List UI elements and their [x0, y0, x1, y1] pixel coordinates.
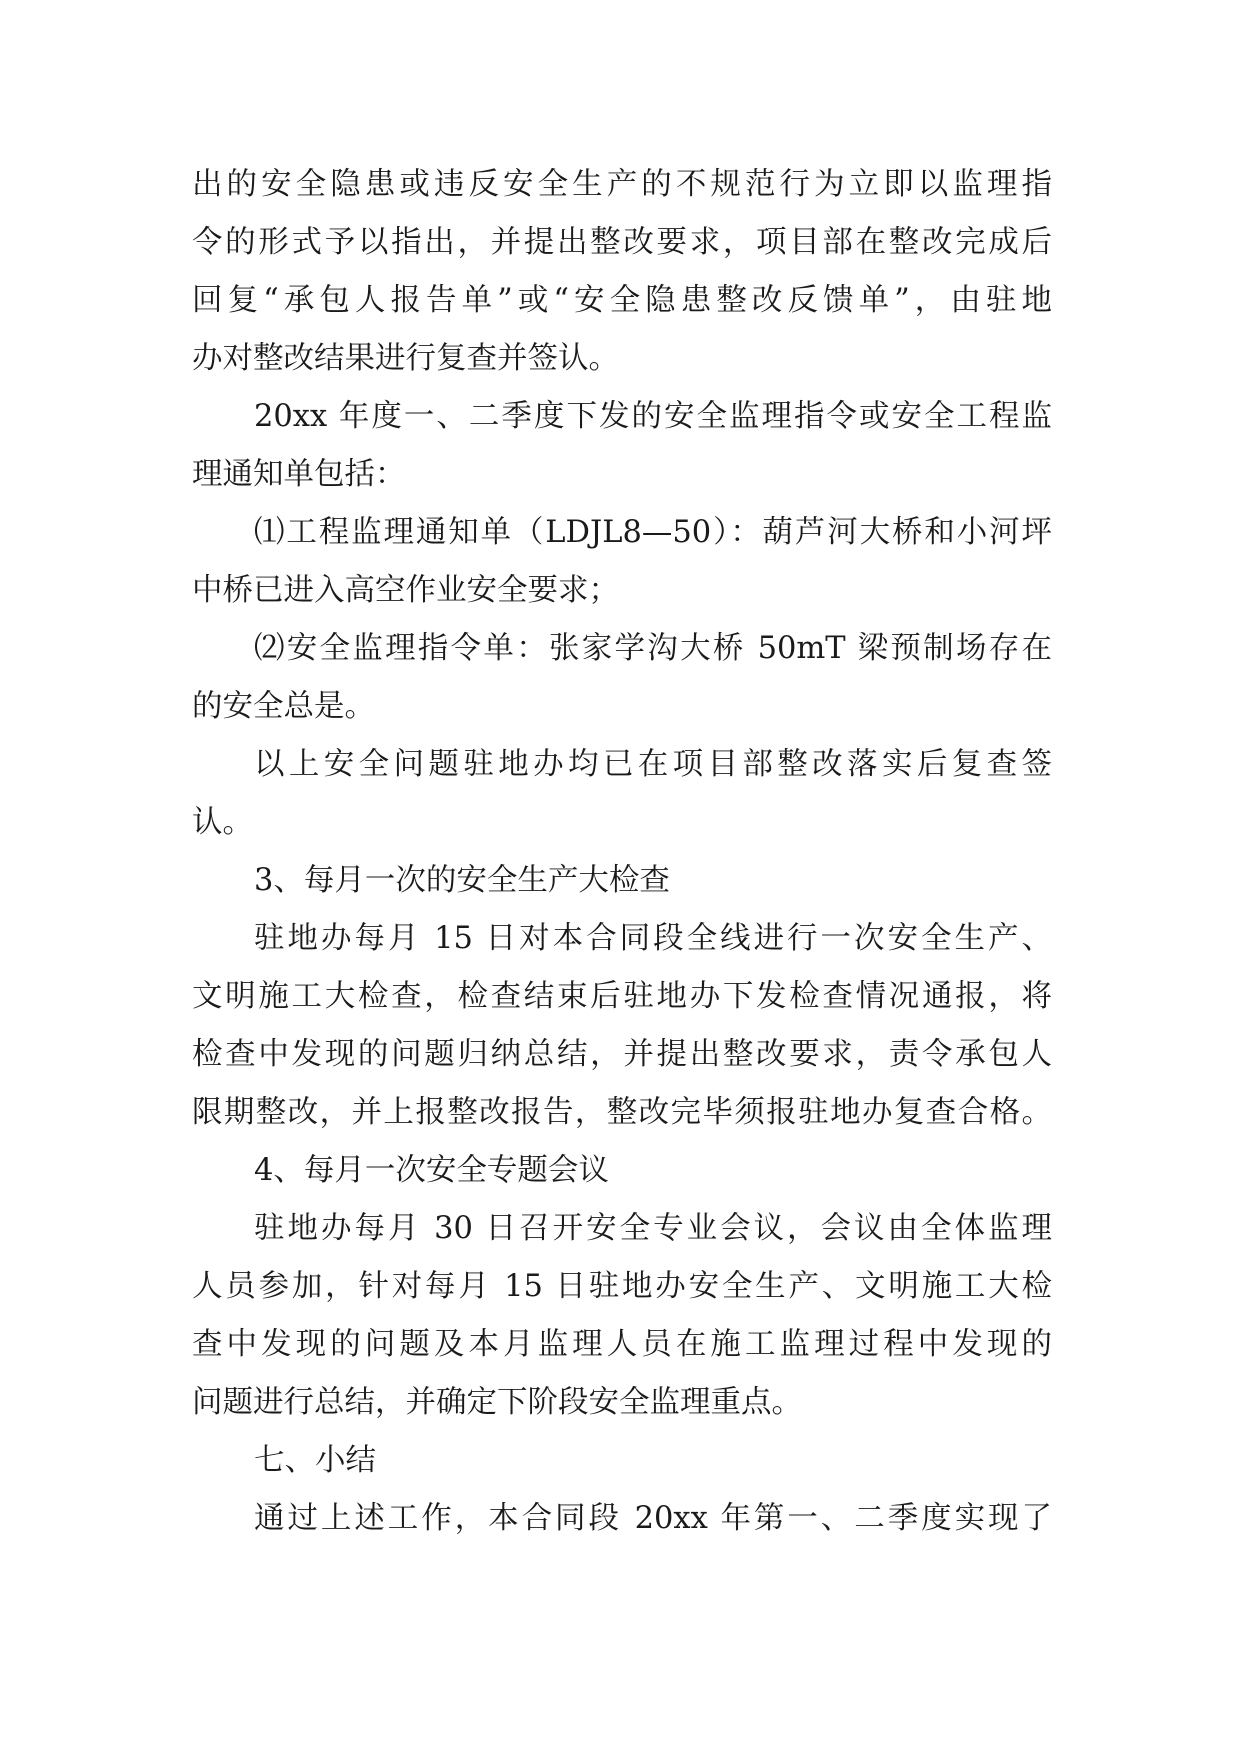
section-heading: 4、每月一次安全专题会议 — [254, 1153, 609, 1188]
text-line: 人员参加，针对每月 15 日驻地办安全生产、文明施工大检 — [192, 1269, 1052, 1304]
text-line: 问题进行总结，并确定下阶段安全监理重点。 — [192, 1385, 802, 1420]
text-line: 回复“承包人报告单”或“安全隐患整改反馈单”，由驻地 — [192, 283, 1052, 318]
text-line: 限期整改，并上报整改报告，整改完毕须报驻地办复查合格。 — [192, 1095, 1052, 1130]
text-line: 文明施工大检查，检查结束后驻地办下发检查情况通报，将 — [192, 979, 1052, 1014]
section-heading: 七、小结 — [254, 1443, 376, 1478]
text-line: 令的形式予以指出，并提出整改要求，项目部在整改完成后 — [192, 225, 1052, 260]
text-line: 理通知单包括： — [192, 457, 406, 492]
text-line: 出的安全隐患或违反安全生产的不规范行为立即以监理指 — [192, 167, 1052, 202]
text-line: 认。 — [192, 805, 253, 840]
paragraph-first-line: 20xx 年度一、二季度下发的安全监理指令或安全工程监 — [254, 399, 1052, 434]
paragraph-first-line: 驻地办每月 15 日对本合同段全线进行一次安全生产、 — [254, 921, 1052, 956]
text-line: 查中发现的问题及本月监理人员在施工监理过程中发现的 — [192, 1327, 1052, 1362]
section-heading: 3、每月一次的安全生产大检查 — [254, 863, 670, 898]
paragraph-first-line: 以上安全问题驻地办均已在项目部整改落实后复查签 — [254, 747, 1052, 782]
list-item-first-line: ⑴工程监理通知单（LDJL8—50）：葫芦河大桥和小河坪 — [254, 515, 1052, 550]
paragraph-first-line: 驻地办每月 30 日召开安全专业会议，会议由全体监理 — [254, 1211, 1052, 1246]
text-line: 中桥已进入高空作业安全要求； — [192, 573, 619, 608]
text-line: 办对整改结果进行复查并签认。 — [192, 341, 619, 376]
text-line: 检查中发现的问题归纳总结，并提出整改要求，责令承包人 — [192, 1037, 1052, 1072]
paragraph-first-line: 通过上述工作，本合同段 20xx 年第一、二季度实现了 — [254, 1501, 1052, 1536]
list-item-first-line: ⑵安全监理指令单：张家学沟大桥 50mT 梁预制场存在 — [254, 631, 1052, 666]
text-line: 的安全总是。 — [192, 689, 375, 724]
